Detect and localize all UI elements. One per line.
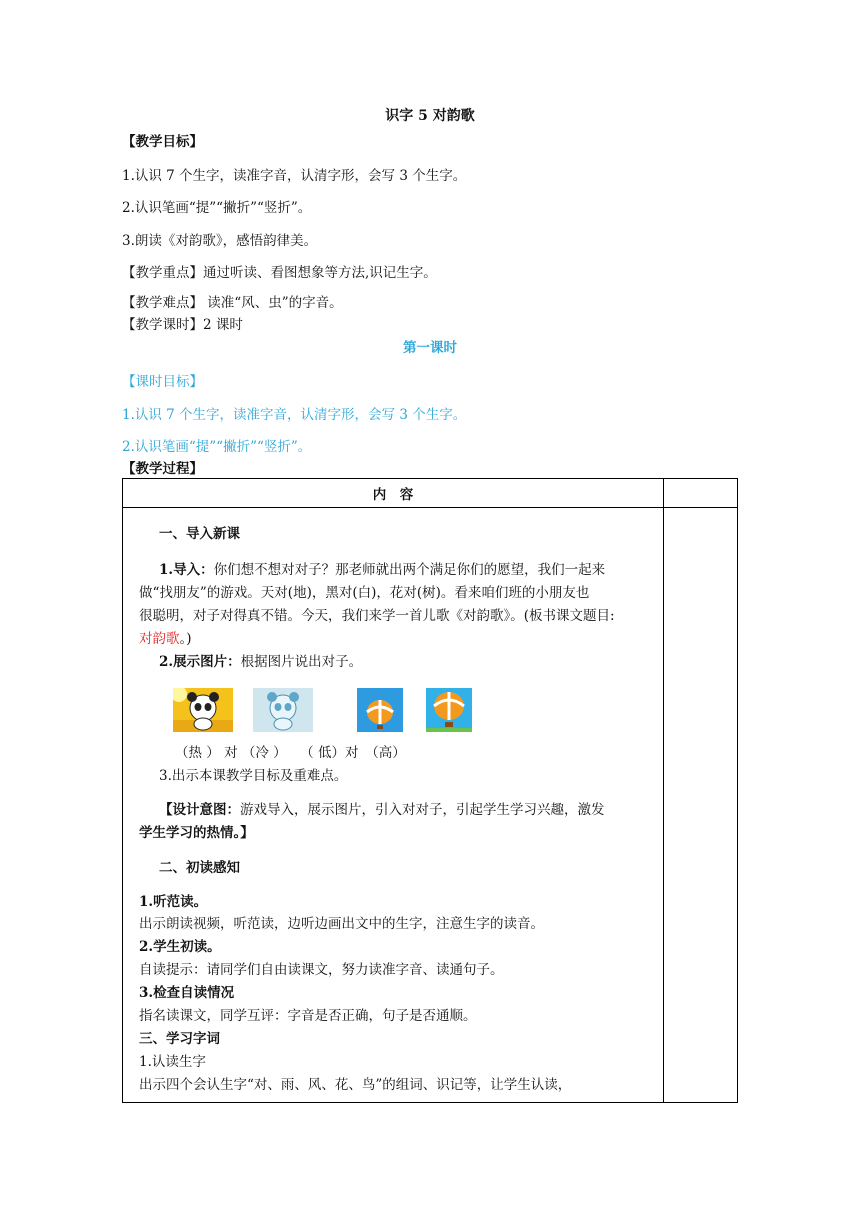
lesson-goal-1: 1.认识 7 个生字，读准字音，认清字形，会写 3 个生字。 (122, 407, 467, 423)
balloon-low-image (357, 688, 403, 732)
step-1-1-line3: 很聪明，对子对得真不错。今天，我们来学一首儿歌《对韵歌》。(板书课文题目: (139, 608, 615, 624)
panda-cold-image (253, 688, 313, 732)
section-3-title: 三、学习字词 (139, 1031, 220, 1047)
section-1-title: 一、导入新课 (159, 526, 240, 542)
lesson-goals-heading: 【课时目标】 (122, 374, 203, 390)
class-hours: 【教学课时】2 课时 (122, 317, 243, 333)
lesson-title-red: 对韵歌 (139, 631, 180, 647)
process-heading: 【教学过程】 (122, 461, 203, 477)
page-title: 识字 5 对韵歌 (385, 108, 475, 124)
step-3-1: 1.认读生字 (139, 1054, 206, 1070)
step-2-3-text: 指名读课文，同学互评：字音是否正确，句子是否通顺。 (139, 1008, 477, 1024)
content-header: 内 容 (123, 479, 664, 508)
objective-1: 1.认识 7 个生字，读准字音，认清字形，会写 3 个生字。 (122, 168, 467, 184)
step-2-1: 1.听范读。 (139, 894, 208, 910)
design-intent: 【设计意图：游戏导入，展示图片，引入对对子，引起学生学习兴趣，激发 (159, 802, 605, 818)
panda-hot-image (173, 688, 233, 732)
step-1-1-line4: 对韵歌。) (139, 631, 192, 647)
balloon-high-image (426, 688, 472, 732)
process-table (122, 478, 738, 1103)
objective-2: 2.认识笔画“提”“撇折”“竖折”。 (122, 200, 312, 216)
design-intent-line2: 学生学习的热情。】 (139, 825, 254, 841)
key-points: 【教学重点】通过听读、看图想象等方法,识记生字。 (122, 265, 437, 281)
step-1-1-line2: 做“找朋友”的游戏。天对(地)，黑对(白)，花对(树)。看来咱们班的小朋友也 (139, 585, 590, 601)
content-cell (123, 508, 664, 1103)
lesson-title: 第一课时 (403, 340, 457, 356)
step-1-1: 1.导入：你们想不想对对子？那老师就出两个满足你们的愿望，我们一起来 (159, 562, 606, 578)
section-2-title: 二、初读感知 (159, 860, 240, 876)
image-caption: （热 ） 对 （冷 ） （ 低）对 （高） (175, 745, 406, 761)
step-2-3: 3.检查自读情况 (139, 985, 235, 1001)
objectives-heading: 【教学目标】 (122, 134, 203, 150)
lesson-goal-2: 2.认识笔画“提”“撇折”“竖折”。 (122, 439, 312, 455)
objective-3: 3.朗读《对韵歌》，感悟韵律美。 (122, 233, 318, 249)
step-2-2: 2.学生初读。 (139, 939, 221, 955)
step-3-1-text: 出示四个会认生字“对、雨、风、花、鸟”的组词、识记等，让学生认读， (139, 1077, 572, 1093)
step-2-2-text: 自读提示：请同学们自由读课文，努力读准字音、读通句子。 (139, 962, 504, 978)
notes-header (664, 479, 738, 508)
step-1-3: 3.出示本课教学目标及重难点。 (159, 768, 348, 784)
notes-cell (664, 508, 738, 1103)
step-1-2: 2.展示图片：根据图片说出对子。 (159, 654, 363, 670)
step-2-1-text: 出示朗读视频，听范读，边听边画出文中的生字，注意生字的读音。 (139, 916, 544, 932)
difficulty: 【教学难点】 读准“风、虫”的字音。 (122, 295, 343, 311)
